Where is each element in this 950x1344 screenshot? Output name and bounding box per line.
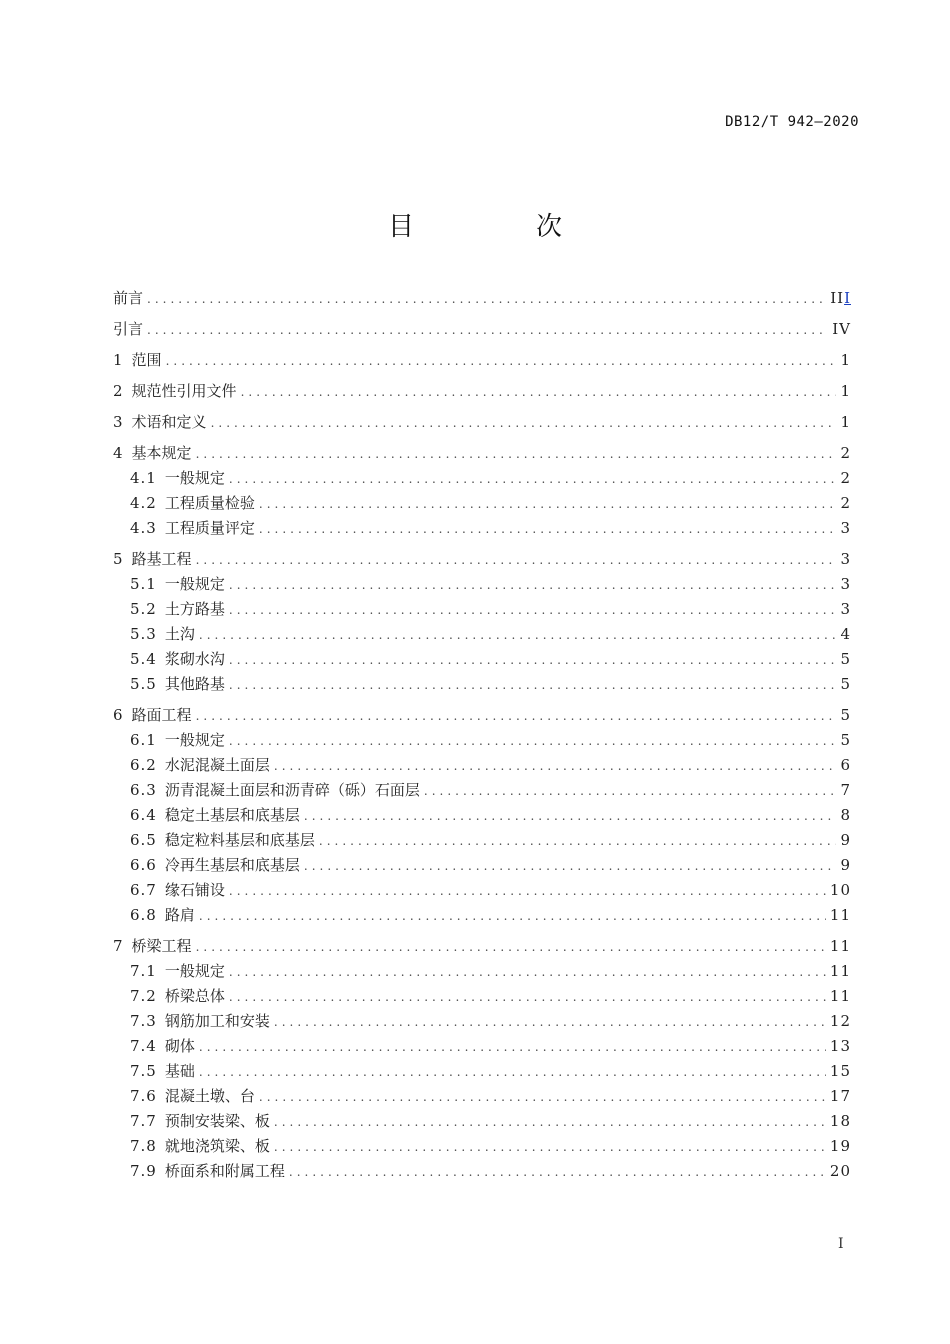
toc-entry-label: 砌体 (164, 1037, 195, 1055)
page-link[interactable]: I (844, 289, 851, 307)
dot-leader (229, 960, 826, 985)
toc-entry-page: 11 (829, 937, 851, 955)
dot-leader (229, 648, 837, 673)
toc-entry-label: 土沟 (164, 625, 195, 643)
toc-entry-number: 2 (113, 382, 124, 400)
toc-entry-label: 浆砌水沟 (164, 650, 225, 668)
toc-entry-number: 7.4 (130, 1037, 157, 1055)
toc-entry[interactable] (113, 286, 851, 311)
toc-entry-page: 18 (829, 1112, 851, 1130)
toc-entry[interactable] (113, 348, 851, 373)
dot-leader (147, 287, 826, 312)
toc-entry[interactable] (113, 703, 851, 728)
dot-leader (424, 779, 837, 804)
document-code: DB12/T 942—2020 (725, 114, 859, 130)
toc-entry[interactable] (113, 547, 851, 572)
toc-entry[interactable] (113, 317, 851, 342)
toc-entry[interactable] (113, 410, 851, 435)
toc-entry-number: 7.3 (130, 1012, 157, 1030)
toc-entry-label: 预制安装梁、板 (164, 1112, 270, 1130)
toc-entry-page: 19 (829, 1137, 851, 1155)
toc-entry-page: 2 (840, 494, 851, 512)
toc-entry-number: 7 (113, 937, 124, 955)
dot-leader (319, 829, 837, 854)
toc-entry-number: 6.5 (130, 831, 157, 849)
toc-entry-label: 沥青混凝土面层和沥青碎（砾）石面层 (164, 781, 420, 799)
toc-entry-label: 一般规定 (164, 962, 225, 980)
toc-entry[interactable] (113, 753, 851, 778)
toc-entry-label: 术语和定义 (131, 413, 207, 431)
toc-entry-page: 9 (840, 856, 851, 874)
toc-entry[interactable] (113, 1059, 851, 1084)
toc-entry-page: 17 (829, 1087, 851, 1105)
toc-entry[interactable] (113, 379, 851, 404)
toc-entry[interactable] (113, 984, 851, 1009)
toc-entry-label: 基本规定 (131, 444, 192, 462)
toc-entry-number: 7.1 (130, 962, 157, 980)
dot-leader (259, 492, 837, 517)
toc-entry-label: 就地浇筑梁、板 (164, 1137, 270, 1155)
toc-entry-page: 13 (829, 1037, 851, 1055)
toc-entry[interactable] (113, 1159, 851, 1184)
toc-entry-page: 6 (840, 756, 851, 774)
toc-entry-label: 路肩 (164, 906, 195, 924)
toc-entry-page: 1 (840, 351, 851, 369)
toc-entry-label: 路面工程 (131, 706, 192, 724)
dot-leader (274, 1110, 826, 1135)
toc-entry[interactable] (113, 903, 851, 928)
toc-entry-number: 5 (113, 550, 124, 568)
toc-entry-number: 7.6 (130, 1087, 157, 1105)
dot-leader (259, 517, 837, 542)
toc-entry-page: 11 (829, 906, 851, 924)
dot-leader (147, 318, 828, 343)
dot-leader (229, 467, 837, 492)
toc-entry-page: 10 (829, 881, 851, 899)
toc-entry[interactable] (113, 672, 851, 697)
toc-entry-label: 基础 (164, 1062, 195, 1080)
toc-entry-label: 规范性引用文件 (131, 382, 237, 400)
toc-entry-page: 3 (840, 600, 851, 618)
toc-entry-label: 引言 (113, 320, 144, 338)
dot-leader (229, 985, 826, 1010)
dot-leader (259, 1085, 826, 1110)
toc-entry[interactable] (113, 959, 851, 984)
toc-entry-page: 3 (840, 550, 851, 568)
toc-entry-label: 路基工程 (131, 550, 192, 568)
toc-entry-label: 桥面系和附属工程 (164, 1162, 285, 1180)
toc-entry-number: 5.2 (130, 600, 157, 618)
toc-entry-number: 7.7 (130, 1112, 157, 1130)
toc-entry-page: 5 (840, 706, 851, 724)
dot-leader (199, 1035, 826, 1060)
dot-leader (229, 673, 837, 698)
toc-entry[interactable] (113, 934, 851, 959)
dot-leader (166, 349, 837, 374)
toc-entry-number: 4.3 (130, 519, 157, 537)
toc-entry-page: 8 (840, 806, 851, 824)
toc-entry[interactable] (113, 853, 851, 878)
toc-entry[interactable] (113, 466, 851, 491)
toc-entry[interactable] (113, 441, 851, 466)
dot-leader (274, 1135, 826, 1160)
dot-leader (199, 904, 826, 929)
dot-leader (229, 573, 837, 598)
toc-entry-page: III (830, 289, 851, 307)
toc-entry-page: 7 (840, 781, 851, 799)
toc-entry-number: 7.5 (130, 1062, 157, 1080)
toc-entry-label: 一般规定 (164, 731, 225, 749)
toc-entry-page: 20 (829, 1162, 851, 1180)
toc-entry[interactable] (113, 1009, 851, 1034)
toc-entry-number: 1 (113, 351, 124, 369)
dot-leader (196, 704, 837, 729)
toc-entry-page: 5 (840, 731, 851, 749)
toc-entry[interactable] (113, 1034, 851, 1059)
toc-entry-label: 其他路基 (164, 675, 225, 693)
toc-entry-number: 7.9 (130, 1162, 157, 1180)
dot-leader (196, 548, 837, 573)
toc-entry[interactable] (113, 516, 851, 541)
toc-entry-label: 一般规定 (164, 575, 225, 593)
toc-entry-page: 2 (840, 444, 851, 462)
toc-entry-label: 桥梁工程 (131, 937, 192, 955)
toc-entry-number: 6.4 (130, 806, 157, 824)
toc-entry-label: 冷再生基层和底基层 (164, 856, 300, 874)
dot-leader (199, 1060, 826, 1085)
toc-entry-label: 前言 (113, 289, 144, 307)
toc-entry-label: 水泥混凝土面层 (164, 756, 270, 774)
dot-leader (196, 935, 826, 960)
toc-entry[interactable] (113, 572, 851, 597)
toc-entry[interactable] (113, 1084, 851, 1109)
toc-entry[interactable] (113, 622, 851, 647)
toc-entry-number: 6 (113, 706, 124, 724)
toc-entry-number: 5.1 (130, 575, 157, 593)
toc-entry-label: 工程质量检验 (164, 494, 255, 512)
dot-leader (229, 729, 837, 754)
toc-entry-label: 工程质量评定 (164, 519, 255, 537)
toc-entry-number: 4.1 (130, 469, 157, 487)
toc-title: 目 次 (387, 212, 610, 242)
toc-entry-label: 稳定粒料基层和底基层 (164, 831, 315, 849)
toc-entry-page: 3 (840, 575, 851, 593)
toc-entry-number: 6.1 (130, 731, 157, 749)
dot-leader (241, 380, 837, 405)
dot-leader (274, 754, 837, 779)
toc-entry-page: 4 (840, 625, 851, 643)
toc-entry-page: 1 (840, 413, 851, 431)
page-number: I (838, 1236, 844, 1252)
dot-leader (274, 1010, 826, 1035)
toc-entry-page: 15 (829, 1062, 851, 1080)
dot-leader (199, 623, 837, 648)
toc-entry-number: 6.7 (130, 881, 157, 899)
toc-entry-label: 土方路基 (164, 600, 225, 618)
toc-entry-page: 12 (829, 1012, 851, 1030)
toc-entry-page: 5 (840, 675, 851, 693)
dot-leader (211, 411, 837, 436)
toc-entry-label: 稳定土基层和底基层 (164, 806, 300, 824)
toc-entry[interactable] (113, 647, 851, 672)
toc-entry-number: 5.4 (130, 650, 157, 668)
dot-leader (289, 1160, 826, 1185)
toc-entry-label: 缘石铺设 (164, 881, 225, 899)
dot-leader (196, 442, 837, 467)
toc-entry-page: IV (832, 320, 851, 338)
toc-entry-page: 5 (840, 650, 851, 668)
toc-entry-number: 6.2 (130, 756, 157, 774)
toc-entry-label: 一般规定 (164, 469, 225, 487)
toc-entry-number: 5.5 (130, 675, 157, 693)
toc-entry-number: 7.2 (130, 987, 157, 1005)
toc-entry-number: 6.6 (130, 856, 157, 874)
toc-entry-page: 3 (840, 519, 851, 537)
toc-entry-label: 桥梁总体 (164, 987, 225, 1005)
dot-leader (229, 879, 826, 904)
toc-entry-number: 7.8 (130, 1137, 157, 1155)
toc-entry-number: 6.8 (130, 906, 157, 924)
toc-entry[interactable] (113, 491, 851, 516)
toc-entry-number: 4.2 (130, 494, 157, 512)
dot-leader (304, 804, 837, 829)
table-of-contents (113, 286, 851, 1184)
toc-entry-page: 11 (829, 962, 851, 980)
toc-entry-page: 1 (840, 382, 851, 400)
toc-entry[interactable] (113, 1134, 851, 1159)
toc-entry-number: 3 (113, 413, 124, 431)
toc-entry-label: 钢筋加工和安装 (164, 1012, 270, 1030)
dot-leader (304, 854, 837, 879)
toc-entry[interactable] (113, 728, 851, 753)
toc-entry[interactable] (113, 597, 851, 622)
toc-entry[interactable] (113, 803, 851, 828)
dot-leader (229, 598, 837, 623)
toc-entry[interactable] (113, 828, 851, 853)
toc-entry[interactable] (113, 778, 851, 803)
toc-entry-number: 5.3 (130, 625, 157, 643)
toc-entry[interactable] (113, 1109, 851, 1134)
toc-entry[interactable] (113, 878, 851, 903)
toc-entry-page: 11 (829, 987, 851, 1005)
toc-entry-page: 9 (840, 831, 851, 849)
toc-entry-label: 混凝土墩、台 (164, 1087, 255, 1105)
toc-entry-label: 范围 (131, 351, 162, 369)
toc-entry-number: 4 (113, 444, 124, 462)
toc-entry-number: 6.3 (130, 781, 157, 799)
toc-entry-page: 2 (840, 469, 851, 487)
